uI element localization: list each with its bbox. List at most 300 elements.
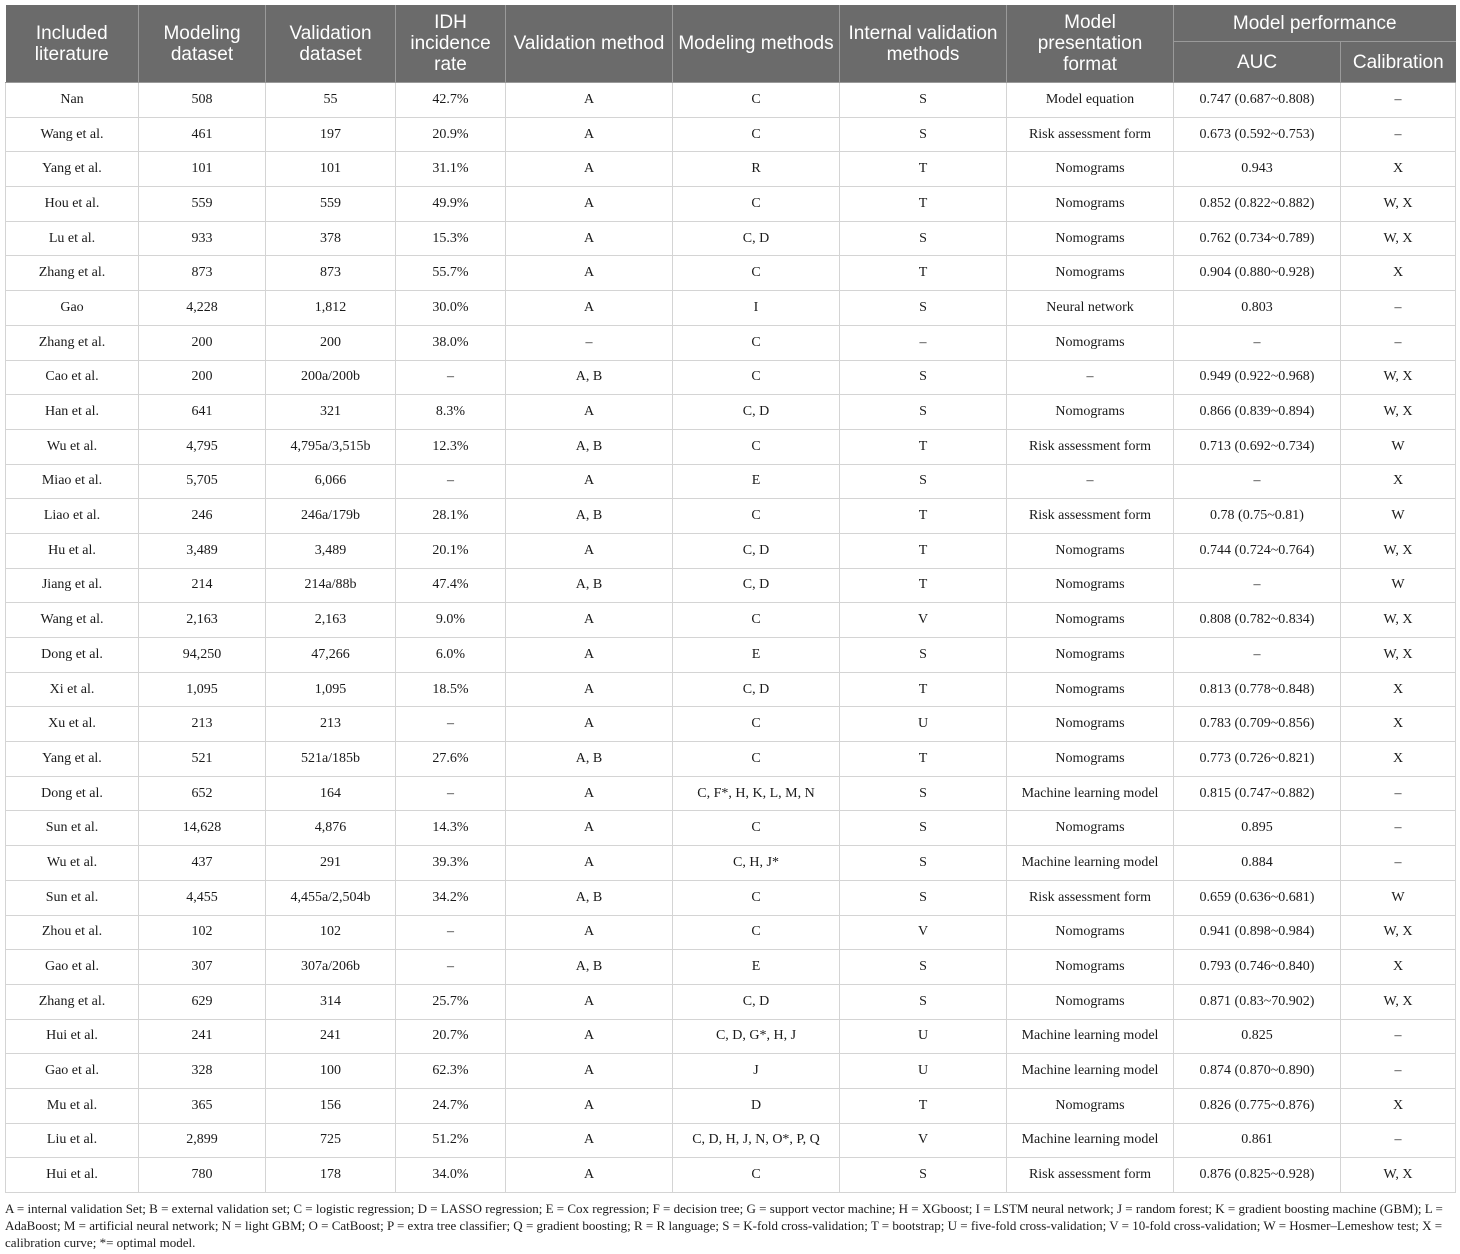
cell-idh-rate: 20.7% [396,1019,506,1054]
cell-literature: Wang et al. [6,117,139,152]
cell-validation-dataset: 164 [266,776,396,811]
cell-auc: 0.673 (0.592~0.753) [1174,117,1341,152]
cell-idh-rate: 62.3% [396,1054,506,1089]
cell-idh-rate: 25.7% [396,984,506,1019]
cell-validation-dataset: 321 [266,395,396,430]
cell-auc: 0.744 (0.724~0.764) [1174,533,1341,568]
cell-literature: Cao et al. [6,360,139,395]
cell-idh-rate: 27.6% [396,742,506,777]
cell-literature: Xi et al. [6,672,139,707]
cell-calibration: X [1341,152,1456,187]
table-row [6,1019,1456,1054]
cell-presentation-format: Neural network [1007,291,1174,326]
cell-validation-dataset: 213 [266,707,396,742]
cell-idh-rate: 24.7% [396,1088,506,1123]
cell-modeling-dataset: 780 [139,1158,266,1193]
cell-modeling-methods: C, D, G*, H, J [673,1019,840,1054]
cell-auc: 0.808 (0.782~0.834) [1174,603,1341,638]
table-row [6,776,1456,811]
cell-internal-validation: T [840,256,1007,291]
cell-validation-dataset: 314 [266,984,396,1019]
cell-auc: 0.793 (0.746~0.840) [1174,950,1341,985]
table-row [6,256,1456,291]
cell-idh-rate: 15.3% [396,221,506,256]
cell-modeling-dataset: 101 [139,152,266,187]
cell-validation-method: A [506,83,673,118]
cell-internal-validation: T [840,499,1007,534]
cell-auc: – [1174,568,1341,603]
cell-modeling-methods: C, D [673,568,840,603]
cell-validation-dataset: 102 [266,915,396,950]
cell-auc: 0.813 (0.778~0.848) [1174,672,1341,707]
cell-auc: 0.803 [1174,291,1341,326]
cell-modeling-dataset: 2,899 [139,1123,266,1158]
cell-validation-method: A, B [506,429,673,464]
table-row [6,360,1456,395]
cell-modeling-dataset: 641 [139,395,266,430]
cell-idh-rate: 38.0% [396,325,506,360]
table-row [6,117,1456,152]
cell-literature: Zhang et al. [6,984,139,1019]
header-auc: AUC [1174,42,1341,83]
cell-modeling-methods: C [673,880,840,915]
cell-internal-validation: S [840,811,1007,846]
cell-validation-dataset: 1,812 [266,291,396,326]
cell-modeling-dataset: 437 [139,846,266,881]
cell-literature: Han et al. [6,395,139,430]
cell-presentation-format: Nomograms [1007,984,1174,1019]
table-row [6,499,1456,534]
cell-calibration: – [1341,811,1456,846]
cell-validation-dataset: 4,455a/2,504b [266,880,396,915]
cell-modeling-methods: C [673,187,840,222]
cell-validation-dataset: 307a/206b [266,950,396,985]
table-row [6,880,1456,915]
cell-modeling-dataset: 2,163 [139,603,266,638]
cell-validation-dataset: 47,266 [266,638,396,673]
cell-literature: Sun et al. [6,880,139,915]
cell-validation-method: A, B [506,360,673,395]
cell-modeling-dataset: 365 [139,1088,266,1123]
cell-internal-validation: T [840,1088,1007,1123]
cell-modeling-dataset: 200 [139,325,266,360]
cell-validation-method: A [506,1088,673,1123]
cell-validation-method: A [506,533,673,568]
cell-presentation-format: – [1007,464,1174,499]
cell-literature: Xu et al. [6,707,139,742]
cell-internal-validation: S [840,950,1007,985]
cell-validation-dataset: 1,095 [266,672,396,707]
cell-modeling-dataset: 328 [139,1054,266,1089]
cell-idh-rate: 39.3% [396,846,506,881]
cell-calibration: W, X [1341,638,1456,673]
cell-validation-method: A [506,395,673,430]
cell-idh-rate: – [396,360,506,395]
cell-auc: 0.874 (0.870~0.890) [1174,1054,1341,1089]
cell-idh-rate: 14.3% [396,811,506,846]
cell-modeling-methods: I [673,291,840,326]
cell-literature: Mu et al. [6,1088,139,1123]
cell-internal-validation: T [840,152,1007,187]
cell-auc: 0.783 (0.709~0.856) [1174,707,1341,742]
table-row [6,984,1456,1019]
cell-validation-dataset: 4,876 [266,811,396,846]
cell-validation-dataset: 197 [266,117,396,152]
cell-presentation-format: Risk assessment form [1007,880,1174,915]
cell-validation-method: A [506,603,673,638]
cell-idh-rate: 12.3% [396,429,506,464]
literature-table [5,5,1456,1193]
cell-idh-rate: 8.3% [396,395,506,430]
cell-idh-rate: – [396,464,506,499]
cell-auc: 0.884 [1174,846,1341,881]
cell-idh-rate: – [396,915,506,950]
cell-idh-rate: 30.0% [396,291,506,326]
cell-literature: Dong et al. [6,638,139,673]
cell-calibration: – [1341,1019,1456,1054]
cell-validation-dataset: 246a/179b [266,499,396,534]
cell-validation-method: A [506,846,673,881]
cell-idh-rate: 34.2% [396,880,506,915]
cell-auc: 0.943 [1174,152,1341,187]
cell-modeling-methods: R [673,152,840,187]
cell-calibration: – [1341,291,1456,326]
cell-modeling-methods: C [673,707,840,742]
cell-validation-dataset: 214a/88b [266,568,396,603]
cell-auc: 0.825 [1174,1019,1341,1054]
cell-literature: Wu et al. [6,846,139,881]
cell-internal-validation: T [840,568,1007,603]
cell-presentation-format: Risk assessment form [1007,429,1174,464]
cell-validation-method: A [506,707,673,742]
cell-internal-validation: U [840,1054,1007,1089]
table-row [6,846,1456,881]
table-row [6,950,1456,985]
cell-presentation-format: Risk assessment form [1007,499,1174,534]
cell-auc: 0.826 (0.775~0.876) [1174,1088,1341,1123]
cell-modeling-methods: C [673,603,840,638]
cell-validation-dataset: 200 [266,325,396,360]
cell-modeling-methods: C, H, J* [673,846,840,881]
cell-validation-method: A [506,256,673,291]
cell-literature: Dong et al. [6,776,139,811]
cell-calibration: – [1341,1054,1456,1089]
header-modeling-methods: Modeling methods [673,5,840,83]
document [5,5,1455,1251]
cell-validation-dataset: 378 [266,221,396,256]
cell-calibration: W [1341,429,1456,464]
header-modeling-dataset: Modeling dataset [139,5,266,83]
cell-idh-rate: 18.5% [396,672,506,707]
cell-modeling-dataset: 933 [139,221,266,256]
cell-modeling-methods: C [673,429,840,464]
cell-presentation-format: Machine learning model [1007,776,1174,811]
cell-presentation-format: – [1007,360,1174,395]
table-row [6,187,1456,222]
cell-validation-method: A [506,638,673,673]
cell-idh-rate: 20.9% [396,117,506,152]
cell-calibration: X [1341,742,1456,777]
cell-validation-method: A [506,117,673,152]
cell-validation-dataset: 6,066 [266,464,396,499]
cell-validation-method: A [506,1019,673,1054]
cell-idh-rate: 42.7% [396,83,506,118]
cell-validation-dataset: 291 [266,846,396,881]
cell-validation-method: A [506,464,673,499]
cell-modeling-methods: C, D, H, J, N, O*, P, Q [673,1123,840,1158]
cell-idh-rate: 6.0% [396,638,506,673]
cell-validation-dataset: 559 [266,187,396,222]
cell-presentation-format: Nomograms [1007,950,1174,985]
cell-internal-validation: S [840,117,1007,152]
cell-internal-validation: U [840,707,1007,742]
cell-modeling-methods: C, D [673,533,840,568]
cell-validation-dataset: 4,795a/3,515b [266,429,396,464]
cell-modeling-dataset: 94,250 [139,638,266,673]
cell-validation-method: A [506,1123,673,1158]
cell-auc: 0.852 (0.822~0.882) [1174,187,1341,222]
cell-modeling-dataset: 461 [139,117,266,152]
cell-modeling-methods: C [673,742,840,777]
cell-validation-method: A [506,776,673,811]
cell-literature: Wu et al. [6,429,139,464]
header-internal-validation: Internal validation methods [840,5,1007,83]
cell-validation-dataset: 178 [266,1158,396,1193]
table-row [6,1158,1456,1193]
cell-internal-validation: S [840,638,1007,673]
table-row [6,83,1456,118]
cell-modeling-methods: C, D [673,984,840,1019]
cell-literature: Zhang et al. [6,325,139,360]
cell-presentation-format: Machine learning model [1007,1054,1174,1089]
cell-internal-validation: S [840,846,1007,881]
table-row [6,1054,1456,1089]
cell-auc: 0.815 (0.747~0.882) [1174,776,1341,811]
cell-idh-rate: – [396,776,506,811]
cell-modeling-dataset: 102 [139,915,266,950]
cell-calibration: W [1341,568,1456,603]
cell-internal-validation: V [840,915,1007,950]
table-row [6,395,1456,430]
cell-internal-validation: S [840,291,1007,326]
cell-internal-validation: S [840,984,1007,1019]
cell-calibration: W, X [1341,221,1456,256]
cell-modeling-methods: C, D [673,672,840,707]
cell-validation-dataset: 725 [266,1123,396,1158]
table-row [6,1088,1456,1123]
cell-validation-dataset: 3,489 [266,533,396,568]
cell-auc: 0.866 (0.839~0.894) [1174,395,1341,430]
cell-validation-method: A [506,984,673,1019]
cell-calibration: W, X [1341,360,1456,395]
cell-literature: Yang et al. [6,742,139,777]
cell-modeling-dataset: 246 [139,499,266,534]
cell-modeling-methods: D [673,1088,840,1123]
table-row [6,672,1456,707]
cell-validation-method: A [506,1054,673,1089]
cell-modeling-dataset: 241 [139,1019,266,1054]
cell-modeling-dataset: 629 [139,984,266,1019]
cell-modeling-methods: C [673,360,840,395]
cell-validation-dataset: 156 [266,1088,396,1123]
table-body [6,83,1456,1193]
cell-calibration: X [1341,672,1456,707]
cell-validation-method: A [506,672,673,707]
cell-modeling-dataset: 652 [139,776,266,811]
cell-auc: 0.773 (0.726~0.821) [1174,742,1341,777]
cell-calibration: X [1341,1088,1456,1123]
cell-calibration: W, X [1341,533,1456,568]
cell-presentation-format: Nomograms [1007,187,1174,222]
header-validation-dataset: Validation dataset [266,5,396,83]
cell-idh-rate: – [396,950,506,985]
cell-calibration: – [1341,83,1456,118]
cell-presentation-format: Nomograms [1007,221,1174,256]
table-row [6,221,1456,256]
cell-internal-validation: T [840,429,1007,464]
cell-modeling-dataset: 508 [139,83,266,118]
cell-internal-validation: V [840,1123,1007,1158]
cell-auc: 0.871 (0.83~70.902) [1174,984,1341,1019]
cell-idh-rate: 9.0% [396,603,506,638]
cell-literature: Lu et al. [6,221,139,256]
cell-calibration: W, X [1341,603,1456,638]
table-row [6,1123,1456,1158]
cell-modeling-dataset: 5,705 [139,464,266,499]
cell-modeling-dataset: 307 [139,950,266,985]
cell-modeling-dataset: 4,228 [139,291,266,326]
table-row [6,811,1456,846]
cell-modeling-dataset: 200 [139,360,266,395]
cell-auc: – [1174,638,1341,673]
cell-modeling-dataset: 4,455 [139,880,266,915]
cell-literature: Gao et al. [6,950,139,985]
cell-internal-validation: S [840,221,1007,256]
cell-internal-validation: S [840,880,1007,915]
cell-calibration: X [1341,256,1456,291]
cell-literature: Liu et al. [6,1123,139,1158]
cell-idh-rate: 20.1% [396,533,506,568]
cell-auc: 0.949 (0.922~0.968) [1174,360,1341,395]
cell-presentation-format: Machine learning model [1007,1019,1174,1054]
table-header [6,5,1456,83]
cell-internal-validation: T [840,187,1007,222]
cell-presentation-format: Nomograms [1007,1088,1174,1123]
cell-validation-method: A [506,1158,673,1193]
cell-validation-method: A, B [506,880,673,915]
table-row [6,742,1456,777]
table-row [6,638,1456,673]
cell-validation-dataset: 2,163 [266,603,396,638]
cell-literature: Zhang et al. [6,256,139,291]
cell-idh-rate: 49.9% [396,187,506,222]
cell-presentation-format: Nomograms [1007,672,1174,707]
cell-presentation-format: Model equation [1007,83,1174,118]
cell-modeling-dataset: 559 [139,187,266,222]
cell-modeling-methods: C [673,325,840,360]
cell-validation-dataset: 100 [266,1054,396,1089]
cell-internal-validation: S [840,464,1007,499]
cell-idh-rate: 28.1% [396,499,506,534]
header-model-performance: Model performance [1174,5,1456,42]
cell-auc: 0.762 (0.734~0.789) [1174,221,1341,256]
cell-literature: Liao et al. [6,499,139,534]
cell-idh-rate: 31.1% [396,152,506,187]
table-footnote: A = internal validation Set; B = external validation set; C = logistic regression; D = LASSO regression; E = Cox regression; F = decision tree; G = support vector machine; H = XGboost; I = LSTM neural network; J = random forest; K = gradient boosting machine (GBM); L = AdaBoost; M = artificial neural network; N = light GBM; O = CatBoost; P = extra tree classifier; Q = gradient boosting; R = R language; S = K-fold cross-validation; T = bootstrap; U = five-fold cross-validation; V = 10-fold cross-validation; W = Hosmer–Lemeshow test; X = calibration curve; *= optimal model. [5,1201,1443,1250]
cell-calibration: W, X [1341,395,1456,430]
cell-presentation-format: Nomograms [1007,395,1174,430]
table-row [6,603,1456,638]
cell-validation-method: A [506,811,673,846]
cell-calibration: W, X [1341,915,1456,950]
cell-calibration: – [1341,117,1456,152]
cell-literature: Yang et al. [6,152,139,187]
cell-modeling-methods: C, D [673,395,840,430]
cell-calibration: – [1341,325,1456,360]
cell-auc: 0.904 (0.880~0.928) [1174,256,1341,291]
table-row [6,533,1456,568]
cell-validation-method: A [506,915,673,950]
cell-internal-validation: V [840,603,1007,638]
cell-modeling-methods: C [673,811,840,846]
cell-validation-dataset: 200a/200b [266,360,396,395]
cell-literature: Gao et al. [6,1054,139,1089]
cell-internal-validation: S [840,1158,1007,1193]
cell-modeling-dataset: 213 [139,707,266,742]
cell-literature: Nan [6,83,139,118]
cell-validation-method: A [506,221,673,256]
cell-internal-validation: S [840,395,1007,430]
cell-idh-rate: 51.2% [396,1123,506,1158]
cell-modeling-dataset: 214 [139,568,266,603]
cell-auc: 0.713 (0.692~0.734) [1174,429,1341,464]
cell-presentation-format: Nomograms [1007,915,1174,950]
cell-auc: 0.895 [1174,811,1341,846]
cell-calibration: X [1341,464,1456,499]
cell-presentation-format: Nomograms [1007,811,1174,846]
cell-internal-validation: S [840,360,1007,395]
cell-internal-validation: U [840,1019,1007,1054]
header-calibration: Calibration [1341,42,1456,83]
cell-modeling-methods: C [673,915,840,950]
cell-validation-dataset: 101 [266,152,396,187]
table-row [6,152,1456,187]
cell-literature: Gao [6,291,139,326]
cell-validation-method: A, B [506,742,673,777]
cell-calibration: W [1341,880,1456,915]
cell-literature: Hui et al. [6,1158,139,1193]
cell-modeling-methods: C [673,117,840,152]
cell-auc: 0.861 [1174,1123,1341,1158]
cell-modeling-dataset: 4,795 [139,429,266,464]
cell-modeling-dataset: 521 [139,742,266,777]
cell-modeling-methods: C [673,83,840,118]
cell-presentation-format: Nomograms [1007,742,1174,777]
cell-validation-method: – [506,325,673,360]
cell-literature: Jiang et al. [6,568,139,603]
cell-validation-method: A [506,291,673,326]
table-row [6,429,1456,464]
header-literature: Included literature [6,5,139,83]
cell-calibration: X [1341,707,1456,742]
cell-auc: 0.747 (0.687~0.808) [1174,83,1341,118]
header-validation-method: Validation method [506,5,673,83]
cell-literature: Wang et al. [6,603,139,638]
cell-calibration: W [1341,499,1456,534]
table-row [6,568,1456,603]
table-row [6,707,1456,742]
cell-presentation-format: Nomograms [1007,152,1174,187]
